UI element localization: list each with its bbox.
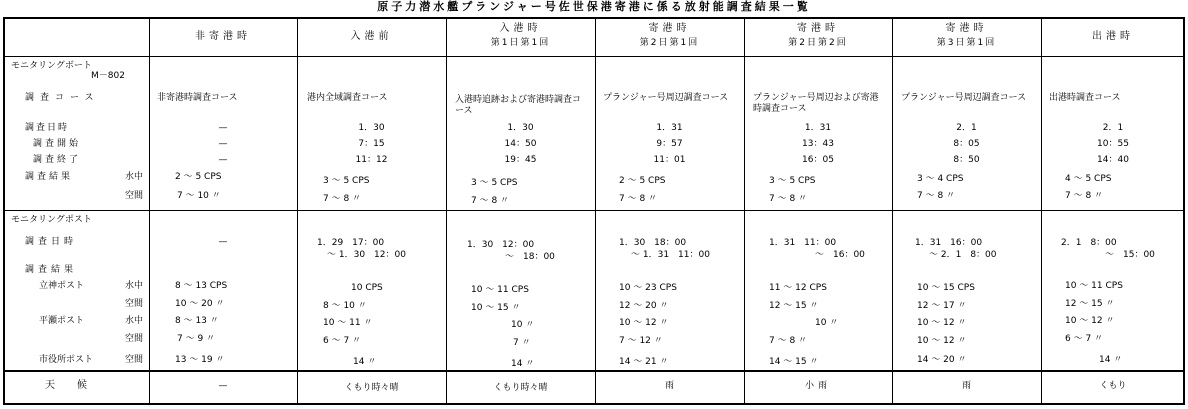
post-date-cell: ～ 1．30 12：00 <box>327 250 406 260</box>
post-date-cell: 1．29 17：00 <box>317 238 385 248</box>
hirase-water-cell: 10 〃 <box>815 318 839 328</box>
column-subheader: 第2日第1回 <box>639 38 700 48</box>
end-cell: 8：50 <box>953 155 980 165</box>
post-date-cell: ～ 1．31 11：00 <box>631 250 710 260</box>
post-date-cell: ～ 15：00 <box>1105 250 1155 260</box>
grid-line <box>892 19 893 403</box>
course-cell: 港内全域調査コース <box>307 93 388 103</box>
tategami-air-cell: 10 ～ 15 〃 <box>471 303 521 313</box>
column-subheader: 第1日第1回 <box>490 38 551 48</box>
date-cell: 1．30 <box>507 123 534 133</box>
end-cell: — <box>218 155 228 165</box>
hirase-air-cell: 10 ～ 12 〃 <box>917 336 967 346</box>
column-header: 入港前 <box>350 31 393 42</box>
row-label-course: 調査コース <box>25 93 100 103</box>
end-cell: 16：05 <box>802 155 834 165</box>
shiyakusho-air-cell: 14 〃 <box>1099 355 1123 365</box>
row-label-water: 水中 <box>125 172 144 182</box>
date-cell: 2．1 <box>1102 123 1124 133</box>
hirase-air-cell: 7 ～ 12 〃 <box>619 336 663 346</box>
row-label-hirase: 平瀬ポスト <box>39 316 85 326</box>
start-cell: 14：50 <box>504 139 537 149</box>
grid-line <box>149 19 150 403</box>
hirase-water-cell: 8 ～ 13 〃 <box>175 316 219 326</box>
weather-cell: 雨 <box>664 381 674 391</box>
row-label-post-air: 空間 <box>125 334 144 344</box>
shiyakusho-air-cell: 14 〃 <box>353 357 377 367</box>
column-subheader: 第2日第2回 <box>788 38 848 48</box>
course-cell: 非寄港時調査コース <box>157 93 238 103</box>
grid-line <box>595 19 596 403</box>
hirase-water-cell: 10 ～ 12 〃 <box>619 318 669 328</box>
course-cell: プランジャー号周辺調査コース <box>603 93 729 103</box>
air-cell: 7 ～ 8 〃 <box>471 196 510 206</box>
air-cell: 7 ～ 8 〃 <box>1065 191 1104 201</box>
end-cell: 14：40 <box>1097 155 1129 165</box>
row-label-result: 調査結果 <box>25 172 74 182</box>
post-date-cell: ～ 16：00 <box>815 250 865 260</box>
results-table <box>3 17 1185 405</box>
tategami-water-cell: 10 ～ 11 CPS <box>1065 281 1123 291</box>
hirase-air-cell: 7 ～ 8 〃 <box>769 336 808 346</box>
hirase-air-cell: 7 〃 <box>513 338 531 348</box>
grid-line <box>1041 19 1042 403</box>
post-date-cell: 1．31 16：00 <box>915 238 983 248</box>
column-header: 寄港時 <box>945 23 988 34</box>
weather-cell: 雨 <box>961 381 971 391</box>
course-cell: 入港時追跡および寄港時調査コース <box>455 95 582 116</box>
row-label-post-result: 調査結果 <box>25 265 78 275</box>
date-cell: 1．30 <box>358 123 385 133</box>
air-cell: 7 ～ 8 〃 <box>769 194 808 204</box>
tategami-air-cell: 10 ～ 20 〃 <box>175 299 225 309</box>
weather-cell: — <box>218 381 228 391</box>
course-cell: プランジャー号周辺調査コース <box>901 93 1027 103</box>
weather-cell: くもり時々晴 <box>344 383 399 393</box>
post-date-cell: ～ 18：00 <box>505 252 555 262</box>
hirase-water-cell: 10 ～ 12 〃 <box>1065 316 1115 326</box>
row-label-post-date: 調査日時 <box>25 237 78 247</box>
tategami-water-cell: 10 CPS <box>351 283 383 293</box>
section-title-post: モニタリングポスト <box>11 215 92 225</box>
row-label-post-water: 水中 <box>125 316 144 326</box>
column-header: 非寄港時 <box>195 31 251 42</box>
weather-cell: 小雨 <box>804 381 831 391</box>
grid-line <box>297 19 298 403</box>
tategami-air-cell: 12 ～ 17 〃 <box>917 301 967 311</box>
tategami-water-cell: 8 ～ 13 CPS <box>175 281 228 291</box>
end-cell: 11：12 <box>355 155 388 165</box>
start-cell: — <box>218 139 228 149</box>
date-cell: 1．31 <box>804 123 832 133</box>
row-label-date: 調査日時 <box>25 123 70 133</box>
end-cell: 19：45 <box>504 155 537 165</box>
tategami-air-cell: 12 ～ 15 〃 <box>769 301 819 311</box>
section-title-boat: モニタリングボート <box>11 61 92 71</box>
row-label-tategami: 立神ポスト <box>39 281 85 291</box>
hirase-air-cell: 6 ～ 7 〃 <box>323 336 362 346</box>
water-cell: 3 ～ 5 CPS <box>323 176 370 186</box>
tategami-water-cell: 10 ～ 23 CPS <box>619 283 677 293</box>
shiyakusho-air-cell: 14 〃 <box>511 359 535 369</box>
water-cell: 3 ～ 5 CPS <box>471 178 518 188</box>
weather-cell: くもり時々晴 <box>493 383 548 393</box>
water-cell: 4 ～ 5 CPS <box>1065 174 1112 184</box>
post-date-cell: 1．30 12：00 <box>467 240 535 250</box>
row-label-post-air: 空間 <box>125 299 144 309</box>
grid-line <box>5 370 1183 372</box>
post-date-cell: 1．30 18：00 <box>619 238 687 248</box>
row-label-air: 空間 <box>125 191 144 201</box>
tategami-air-cell: 12 ～ 20 〃 <box>619 301 669 311</box>
date-cell: 1．31 <box>656 123 683 133</box>
row-label-post-water: 水中 <box>125 281 144 291</box>
tategami-air-cell: 12 ～ 15 〃 <box>1065 299 1115 309</box>
post-date-cell: — <box>218 237 228 247</box>
hirase-air-cell: 6 ～ 7 〃 <box>1065 334 1104 344</box>
date-cell: — <box>218 123 228 133</box>
shiyakusho-air-cell: 14 ～ 20 〃 <box>917 355 967 365</box>
start-cell: 13：43 <box>802 139 834 149</box>
air-cell: 7 ～ 8 〃 <box>917 191 956 201</box>
date-cell: 2．1 <box>956 123 977 133</box>
tategami-water-cell: 11 ～ 12 CPS <box>769 283 827 293</box>
row-label-shiyakusho: 市役所ポスト <box>39 355 94 365</box>
course-cell: 出港時調査コース <box>1049 93 1121 103</box>
hirase-air-cell: 7 ～ 9 〃 <box>177 334 216 344</box>
start-cell: 8：05 <box>953 139 980 149</box>
hirase-water-cell: 10 〃 <box>511 320 535 330</box>
grid-line <box>446 19 447 403</box>
start-cell: 10：55 <box>1097 139 1129 149</box>
boat-code: M－802 <box>91 71 125 81</box>
row-label-end: 調査終了 <box>33 155 82 165</box>
weather-cell: くもり <box>1099 381 1127 391</box>
column-header: 入港時 <box>499 23 542 34</box>
row-label-weather: 天候 <box>45 380 109 391</box>
tategami-air-cell: 8 ～ 10 〃 <box>323 301 367 311</box>
start-cell: 9：57 <box>656 139 683 149</box>
tategami-water-cell: 10 ～ 15 CPS <box>917 283 975 293</box>
air-cell: 7 ～ 8 〃 <box>323 194 362 204</box>
water-cell: 3 ～ 5 CPS <box>769 176 816 186</box>
post-date-cell: 2．1 8：00 <box>1061 238 1117 248</box>
grid-line <box>5 56 1183 57</box>
post-date-cell: 1．31 11：00 <box>769 238 837 248</box>
shiyakusho-air-cell: 13 ～ 19 〃 <box>175 355 225 365</box>
grid-line <box>744 19 745 403</box>
row-label-start: 調査開始 <box>33 139 82 149</box>
water-cell: 2 ～ 5 CPS <box>175 172 222 182</box>
course-cell: プランジャー号周辺および寄港時調査コース <box>753 93 879 114</box>
water-cell: 2 ～ 5 CPS <box>619 176 666 186</box>
air-cell: 7 ～ 10 〃 <box>177 191 221 201</box>
hirase-water-cell: 10 ～ 12 〃 <box>917 318 967 328</box>
column-header: 寄港時 <box>648 23 691 34</box>
air-cell: 7 ～ 8 〃 <box>619 194 658 204</box>
water-cell: 3 ～ 4 CPS <box>917 174 964 184</box>
row-label-post-air: 空間 <box>125 355 144 365</box>
hirase-water-cell: 10 ～ 11 〃 <box>323 318 373 328</box>
shiyakusho-air-cell: 14 ～ 21 〃 <box>619 357 669 367</box>
end-cell: 11：01 <box>653 155 686 165</box>
grid-line <box>5 210 1183 211</box>
tategami-water-cell: 10 ～ 11 CPS <box>471 285 529 295</box>
document-title: 原子力潜水艦プランジャー号佐世保港寄港に係る放射能調査結果一覧 <box>377 0 811 13</box>
column-header: 出港時 <box>1092 31 1134 42</box>
post-date-cell: ～ 2．1 8：00 <box>929 250 997 260</box>
column-subheader: 第3日第1回 <box>936 38 997 48</box>
start-cell: 7：15 <box>358 139 385 149</box>
column-header: 寄港時 <box>797 23 839 34</box>
shiyakusho-air-cell: 14 ～ 15 〃 <box>769 357 819 367</box>
